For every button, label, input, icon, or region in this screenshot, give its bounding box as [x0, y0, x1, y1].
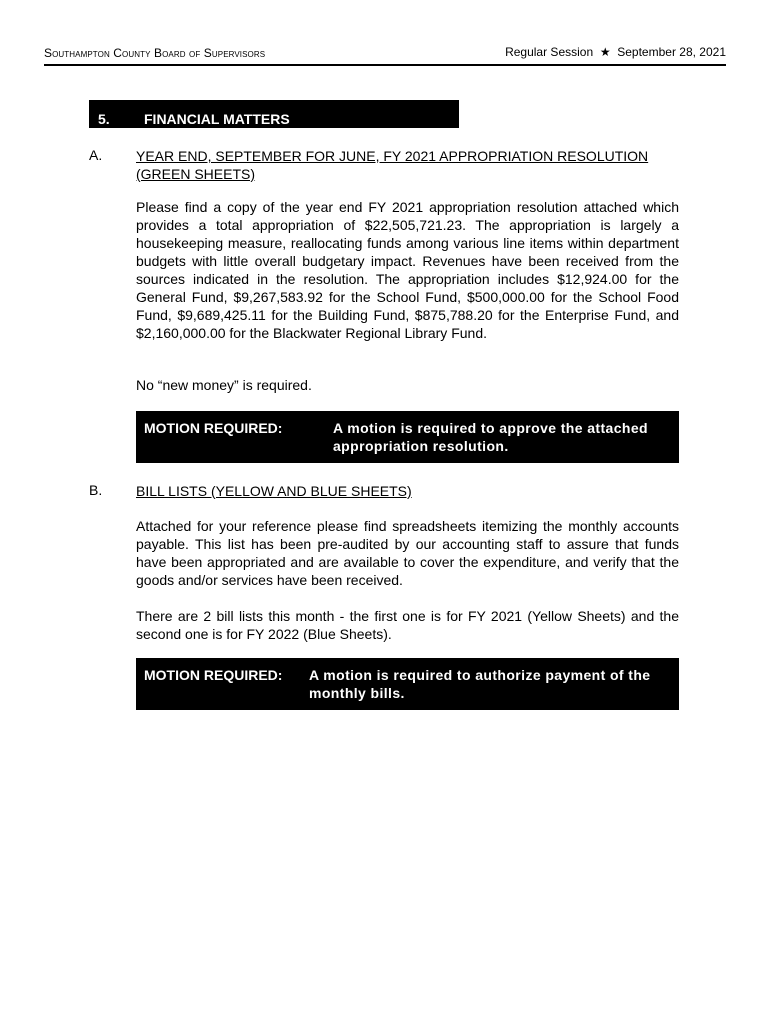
item-a-motion-text: A motion is required to approve the attached appropriation resolution. [333, 420, 649, 454]
organization-name: Southampton County Board of Supervisors [44, 46, 266, 60]
item-b-title: BILL LISTS (YELLOW AND BLUE SHEETS) [136, 483, 412, 499]
item-a-letter: A. [89, 147, 103, 163]
section-number: 5. [98, 111, 110, 127]
session-date: September 28, 2021 [617, 45, 726, 59]
item-b-motion-text: A motion is required to authorize payment of the monthly bills. [309, 667, 651, 701]
item-a-motion-box [136, 411, 679, 463]
item-a-paragraph-2: No “new money” is required. [136, 377, 312, 393]
session-info [505, 45, 726, 59]
item-b-motion-box [136, 658, 679, 710]
section-title: FINANCIAL MATTERS [144, 111, 290, 127]
session-type: Regular Session [505, 45, 594, 59]
item-a-paragraph-1: Please find a copy of the year end FY 2021 appropriation resolution attached which provides a total appropriation of $22,505,721.23. The appropriation is largely a housekeeping measure, reallocating funds among various line items within department budgets with little overall budgetary impact. Revenues have been received from the sources indicated in the resolution. The appropriation includes $12,924.00 for the General Fund, $9,267,583.92 for the School Fund, $500,000.00 for the School Food Fund, $9,689,425.11 for the Building Fund, $875,788.20 for the Enterprise Fund, and $2,160,000.00 for the Blackwater Regional Library Fund. [136, 199, 679, 341]
item-b-paragraph-1: Attached for your reference please find spreadsheets itemizing the monthly accounts payable. This list has been pre-audited by our accounting staff to assure that funds have been appropriated and are available to cover the expenditure, and verify that the goods and/or services have been received. [136, 518, 679, 588]
item-b-letter: B. [89, 482, 103, 498]
item-b-motion-label: MOTION REQUIRED: [144, 667, 283, 683]
page-header [44, 44, 726, 66]
section-heading [89, 100, 459, 128]
item-b-paragraph-2: There are 2 bill lists this month - the first one is for FY 2021 (Yellow Sheets) and the second one is for FY 2022 (Blue Sheets). [136, 608, 679, 642]
star-icon: ★ [599, 45, 611, 59]
item-a-title: YEAR END, SEPTEMBER FOR JUNE, FY 2021 APPROPRIATION RESOLUTION (GREEN SHEETS) [136, 148, 649, 182]
item-a-motion-label: MOTION REQUIRED: [144, 420, 283, 436]
